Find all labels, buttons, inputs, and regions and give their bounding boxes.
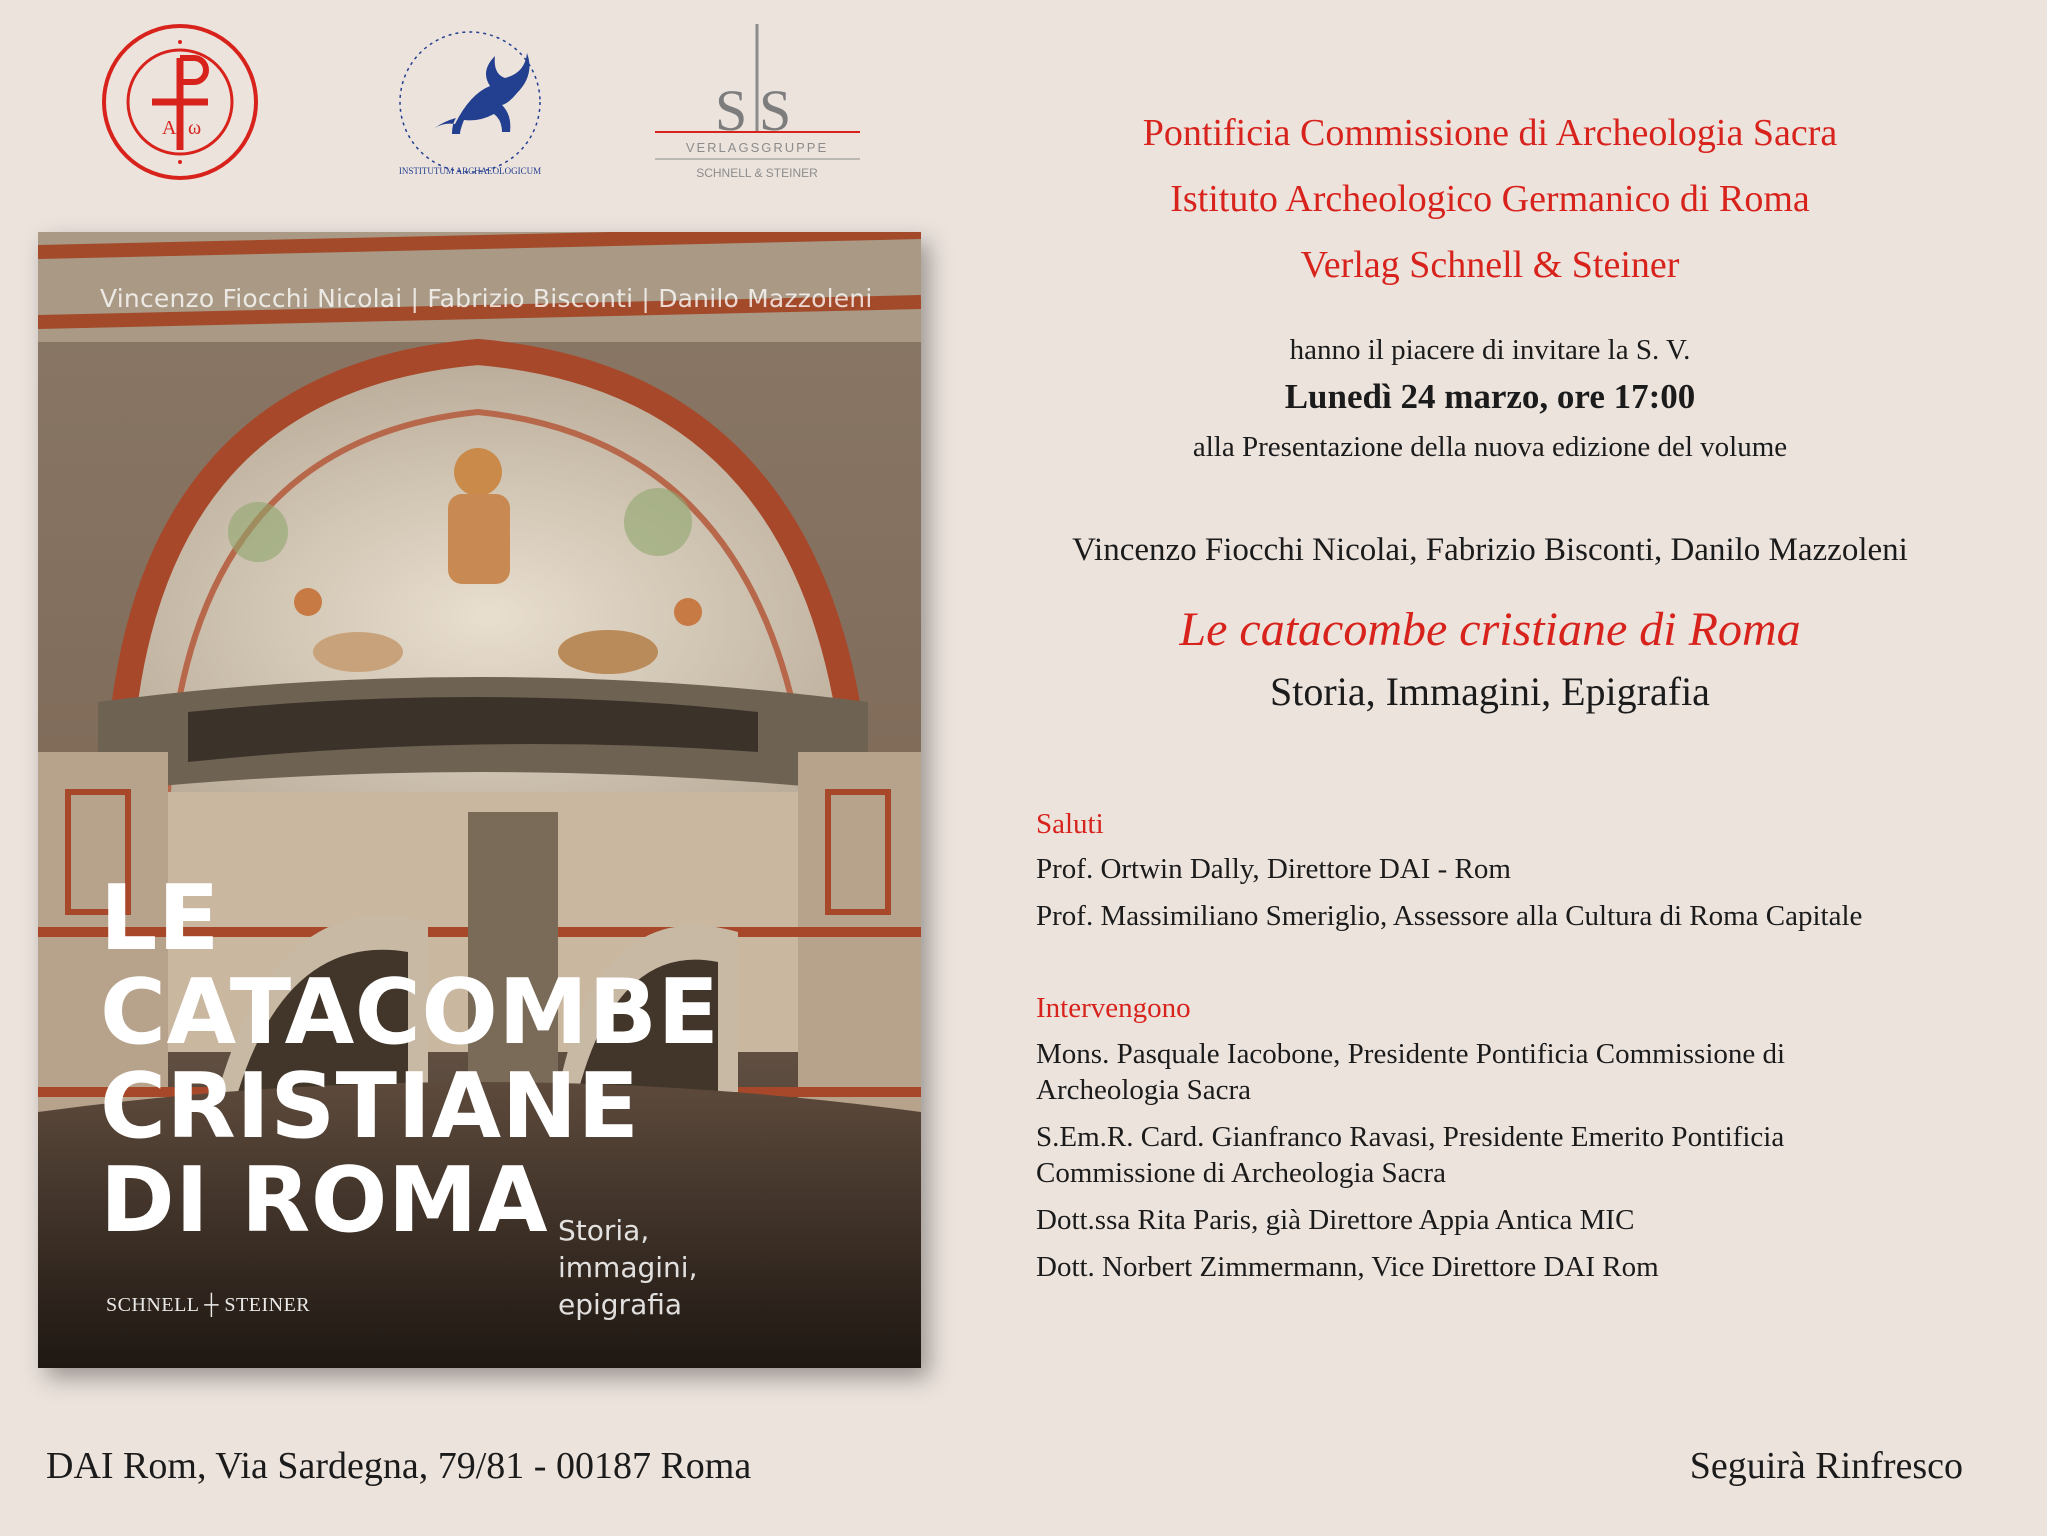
cover-subtitle-line: epigrafia	[558, 1288, 683, 1321]
venue-address: DAI Rom, Via Sardegna, 79/81 - 00187 Roma	[46, 1445, 752, 1487]
cover-subtitle	[558, 1212, 758, 1323]
svg-text:S: S	[759, 78, 792, 143]
organizer-list	[990, 100, 1990, 298]
cover-subtitle-line: immagini,	[558, 1251, 698, 1284]
saluti-list	[1036, 851, 1996, 945]
svg-text:A: A	[162, 117, 177, 139]
speaker-item: S.Em.R. Card. Gianfranco Ravasi, Presidente Emerito Pontificia Commissione di Archeologia Sacra	[1036, 1121, 1785, 1189]
cover-title-line: LE	[100, 866, 220, 971]
pontificia-commissione-seal	[100, 22, 260, 182]
organizer-name: Verlag Schnell & Steiner	[1300, 244, 1680, 286]
intervengono-list	[1036, 1036, 1996, 1296]
svg-text:ω: ω	[188, 117, 202, 139]
speaker-item: Mons. Pasquale Iacobone, Presidente Pontificia Commissione di Archeologia Sacra	[1036, 1038, 1786, 1106]
invitation-intro: hanno il piacere di invitare la S. V.	[1289, 334, 1691, 366]
cover-authors: Vincenzo Fiocchi Nicolai | Fabrizio Bisconti | Danilo Mazzoleni	[100, 284, 873, 313]
speaker-item: Dott.ssa Rita Paris, già Direttore Appia Antica MIC	[1036, 1204, 1635, 1236]
griffin-emblem	[385, 22, 555, 182]
speaker-item: Prof. Ortwin Dally, Direttore DAI - Rom	[1036, 853, 1511, 885]
schnell-steiner-logo	[655, 22, 860, 182]
saluti-heading: Saluti	[1036, 808, 1104, 840]
cover-title-line: CRISTIANE	[100, 1054, 640, 1159]
svg-text:INSTITUTUM ARCHAEOLOGICUM: INSTITUTUM ARCHAEOLOGICUM	[398, 166, 542, 176]
organizer-name: Pontificia Commissione di Archeologia Sacra	[1142, 112, 1838, 154]
cover-title	[100, 866, 820, 1253]
cover-title-line: CATACOMBE	[100, 960, 720, 1065]
organizer-name: Istituto Archeologico Germanico di Roma	[1170, 178, 1810, 220]
speaker-item: Dott. Norbert Zimmermann, Vice Direttore DAI Rom	[1036, 1251, 1659, 1283]
book-title: Le catacombe cristiane di Roma	[1179, 603, 1801, 656]
book-cover	[38, 232, 921, 1368]
book-authors: Vincenzo Fiocchi Nicolai, Fabrizio Bisconti, Danilo Mazzoleni	[1072, 532, 1908, 568]
svg-text:S: S	[715, 78, 748, 143]
speaker-item: Prof. Massimiliano Smeriglio, Assessore alla Cultura di Roma Capitale	[1036, 900, 1863, 932]
cover-title-line: DI ROMA	[100, 1148, 549, 1253]
refreshment-note: Seguirà Rinfresco	[1689, 1445, 1963, 1487]
svg-text:SCHNELL & STEINER: SCHNELL & STEINER	[696, 166, 818, 180]
invitation-presentation: alla Presentazione della nuova edizione del volume	[1192, 431, 1788, 463]
intervengono-heading: Intervengono	[1036, 992, 1191, 1024]
cover-subtitle-line: Storia,	[558, 1214, 650, 1247]
cover-publisher: SCHNELL ┼ STEINER	[106, 1294, 311, 1316]
book-subtitle: Storia, Immagini, Epigrafia	[1270, 669, 1710, 714]
svg-text:VERLAGSGRUPPE: VERLAGSGRUPPE	[685, 140, 829, 155]
event-date: Lunedì 24 marzo, ore 17:00	[1284, 377, 1696, 416]
